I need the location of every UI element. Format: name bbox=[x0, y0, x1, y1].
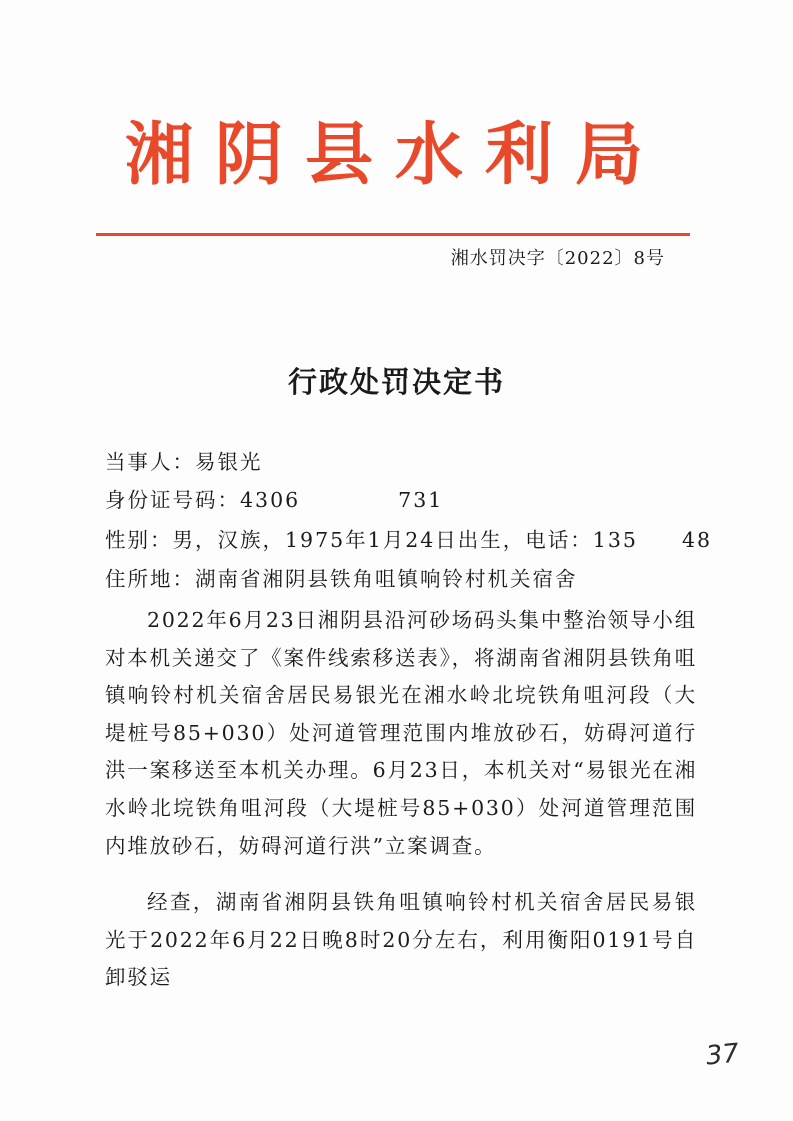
party-name: 当事人：易银光 bbox=[105, 450, 263, 474]
issuing-authority-title: 湘阴县水利局 bbox=[124, 116, 665, 195]
document-number: 湘水罚决字〔2022〕8号 bbox=[450, 248, 665, 269]
case-paragraph-1: 2022年6月23日湘阴县沿河砂场码头集中整治领导小组对本机关递交了《案件线索移送表》，将湖南省湘阴县铁角咀镇响铃村机关宿舍居民易银光在湘水岭北垸铁角咀河段（大堤桩号85+030）处河道管理范围内堆放砂石，妨碍河道行洪一案移送至本机关办理。6月23日，本机关对“易银光在湘水岭北垸铁角咀河段（大堤桩号85+030）处河道管理范围内堆放砂石，妨碍河道行洪”立案调查。 bbox=[105, 608, 698, 858]
document-title: 行政处罚决定书 bbox=[287, 365, 505, 399]
handwritten-page-number: 37 bbox=[704, 1038, 741, 1072]
gender-birth-phone-prefix: 性别：男，汉族，1975年1月24日出生，电话：135 bbox=[105, 528, 638, 552]
party-id-number bbox=[105, 490, 443, 511]
case-paragraph-2: 经查，湖南省湘阴县铁角咀镇响铃村机关宿舍居民易银光于2022年6月22日晚8时20分左右，利用衡阳0191号自卸驳运 bbox=[105, 890, 697, 990]
party-gender-birth-phone bbox=[105, 530, 712, 551]
red-divider-line bbox=[96, 233, 690, 236]
party-address: 住所地：湖南省湘阴县铁角咀镇响铃村机关宿舍 bbox=[105, 567, 578, 591]
phone-suffix: 48 bbox=[681, 528, 713, 552]
id-number-suffix: 731 bbox=[398, 488, 444, 512]
id-number-prefix: 身份证号码：4306 bbox=[105, 488, 301, 512]
